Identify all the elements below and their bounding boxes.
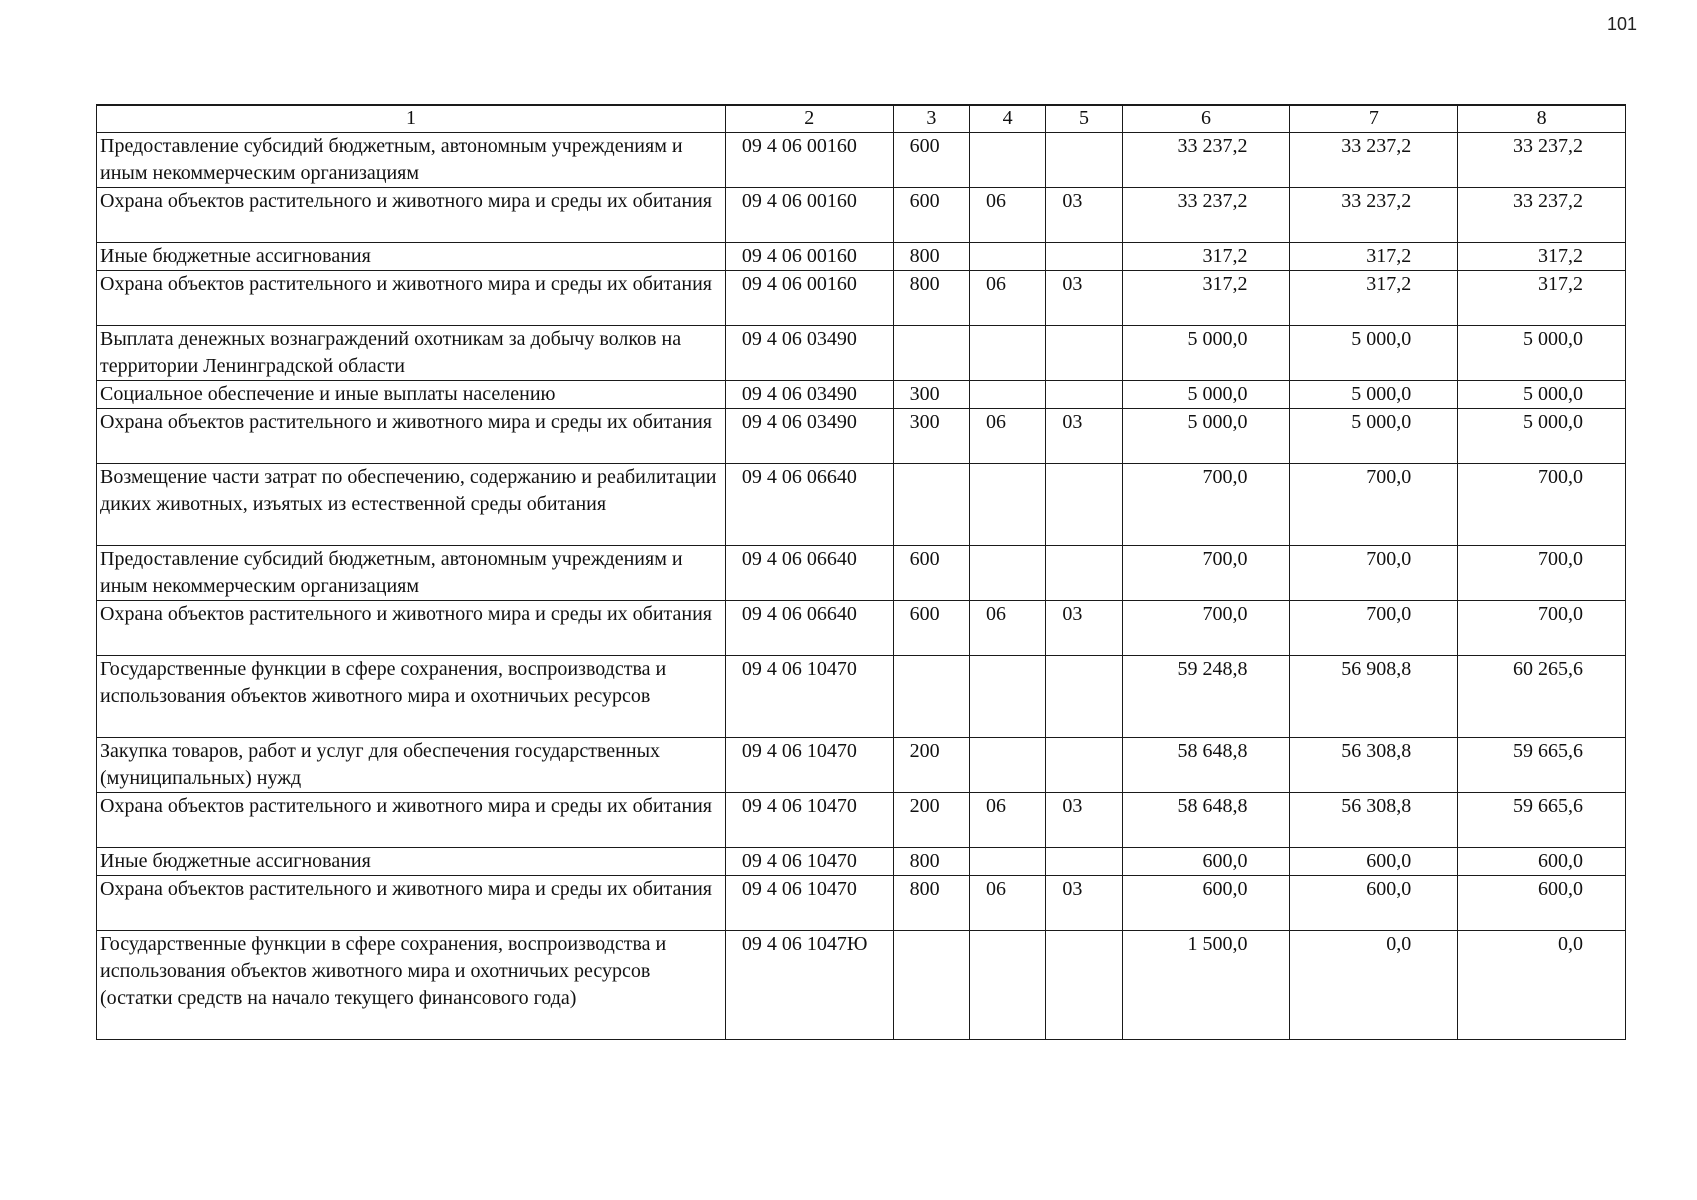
row-code: 09 4 06 06640 xyxy=(725,464,893,546)
table-row xyxy=(97,243,1626,271)
row-pr xyxy=(1046,931,1122,1040)
table-row xyxy=(97,409,1626,464)
row-pr: 03 xyxy=(1046,876,1122,931)
row-rz xyxy=(969,546,1045,601)
row-vr: 200 xyxy=(893,738,969,793)
row-sum-6: 700,0 xyxy=(1122,546,1290,601)
row-rz xyxy=(969,848,1045,876)
row-pr xyxy=(1046,133,1122,188)
row-vr xyxy=(893,326,969,381)
row-rz xyxy=(969,656,1045,738)
row-sum-7: 317,2 xyxy=(1290,243,1458,271)
row-sum-8: 60 265,6 xyxy=(1458,656,1626,738)
row-vr: 800 xyxy=(893,876,969,931)
table-row xyxy=(97,546,1626,601)
row-sum-8: 700,0 xyxy=(1458,546,1626,601)
row-sum-7: 700,0 xyxy=(1290,464,1458,546)
row-pr: 03 xyxy=(1046,409,1122,464)
row-code: 09 4 06 10470 xyxy=(725,876,893,931)
row-code: 09 4 06 10470 xyxy=(725,793,893,848)
row-name: Закупка товаров, работ и услуг для обеспечения государственных (муниципальных) нужд xyxy=(97,738,726,793)
row-rz xyxy=(969,133,1045,188)
row-sum-6: 600,0 xyxy=(1122,848,1290,876)
row-pr xyxy=(1046,656,1122,738)
table-row xyxy=(97,326,1626,381)
row-code: 09 4 06 10470 xyxy=(725,656,893,738)
row-sum-7: 600,0 xyxy=(1290,876,1458,931)
row-sum-7: 33 237,2 xyxy=(1290,133,1458,188)
row-sum-6: 33 237,2 xyxy=(1122,188,1290,243)
header-col-3: 3 xyxy=(893,105,969,133)
row-sum-7: 56 308,8 xyxy=(1290,738,1458,793)
header-row xyxy=(97,105,1626,133)
row-sum-8: 700,0 xyxy=(1458,464,1626,546)
row-pr xyxy=(1046,546,1122,601)
row-sum-6: 58 648,8 xyxy=(1122,793,1290,848)
row-rz xyxy=(969,326,1045,381)
row-vr: 800 xyxy=(893,243,969,271)
row-name: Иные бюджетные ассигнования xyxy=(97,243,726,271)
row-code: 09 4 06 10470 xyxy=(725,848,893,876)
table-row xyxy=(97,876,1626,931)
row-sum-8: 59 665,6 xyxy=(1458,793,1626,848)
row-pr xyxy=(1046,848,1122,876)
table-row xyxy=(97,601,1626,656)
row-name: Социальное обеспечение и иные выплаты населению xyxy=(97,381,726,409)
row-code: 09 4 06 00160 xyxy=(725,133,893,188)
row-sum-7: 700,0 xyxy=(1290,546,1458,601)
row-vr: 300 xyxy=(893,409,969,464)
row-sum-6: 33 237,2 xyxy=(1122,133,1290,188)
table-row xyxy=(97,464,1626,546)
row-pr: 03 xyxy=(1046,793,1122,848)
row-rz: 06 xyxy=(969,876,1045,931)
row-vr: 600 xyxy=(893,188,969,243)
row-rz: 06 xyxy=(969,409,1045,464)
row-rz: 06 xyxy=(969,271,1045,326)
table-row xyxy=(97,793,1626,848)
header-col-2: 2 xyxy=(725,105,893,133)
row-sum-8: 5 000,0 xyxy=(1458,409,1626,464)
row-sum-7: 600,0 xyxy=(1290,848,1458,876)
row-code: 09 4 06 00160 xyxy=(725,188,893,243)
table-row xyxy=(97,381,1626,409)
row-vr: 600 xyxy=(893,546,969,601)
header-col-5: 5 xyxy=(1046,105,1122,133)
row-sum-8: 59 665,6 xyxy=(1458,738,1626,793)
row-rz xyxy=(969,381,1045,409)
row-code: 09 4 06 03490 xyxy=(725,409,893,464)
row-sum-7: 33 237,2 xyxy=(1290,188,1458,243)
header-col-6: 6 xyxy=(1122,105,1290,133)
row-code: 09 4 06 06640 xyxy=(725,601,893,656)
row-code: 09 4 06 03490 xyxy=(725,381,893,409)
row-vr: 200 xyxy=(893,793,969,848)
row-code: 09 4 06 1047Ю xyxy=(725,931,893,1040)
row-sum-6: 317,2 xyxy=(1122,243,1290,271)
row-pr xyxy=(1046,243,1122,271)
table-row xyxy=(97,931,1626,1040)
row-sum-8: 600,0 xyxy=(1458,876,1626,931)
row-sum-6: 58 648,8 xyxy=(1122,738,1290,793)
row-sum-8: 317,2 xyxy=(1458,271,1626,326)
row-rz xyxy=(969,464,1045,546)
row-name: Охрана объектов растительного и животного мира и среды их обитания xyxy=(97,876,726,931)
row-name: Охрана объектов растительного и животного мира и среды их обитания xyxy=(97,601,726,656)
table-row xyxy=(97,133,1626,188)
row-pr: 03 xyxy=(1046,271,1122,326)
table-row xyxy=(97,738,1626,793)
row-name: Охрана объектов растительного и животного мира и среды их обитания xyxy=(97,793,726,848)
row-name: Возмещение части затрат по обеспечению, содержанию и реабилитации диких животных, изъятых из естественной среды обитания xyxy=(97,464,726,546)
budget-table xyxy=(96,104,1626,1040)
row-vr: 600 xyxy=(893,133,969,188)
row-sum-7: 317,2 xyxy=(1290,271,1458,326)
row-sum-8: 600,0 xyxy=(1458,848,1626,876)
row-sum-8: 33 237,2 xyxy=(1458,133,1626,188)
table-row xyxy=(97,656,1626,738)
row-sum-6: 1 500,0 xyxy=(1122,931,1290,1040)
header-col-4: 4 xyxy=(969,105,1045,133)
row-code: 09 4 06 00160 xyxy=(725,243,893,271)
row-name: Государственные функции в сфере сохранения, воспроизводства и использования объектов животного мира и охотничьих ресурсов (остатки средств на начало текущего финансового года) xyxy=(97,931,726,1040)
row-vr xyxy=(893,464,969,546)
table-row xyxy=(97,188,1626,243)
row-sum-7: 700,0 xyxy=(1290,601,1458,656)
row-vr xyxy=(893,656,969,738)
row-code: 09 4 06 06640 xyxy=(725,546,893,601)
row-sum-8: 0,0 xyxy=(1458,931,1626,1040)
row-code: 09 4 06 00160 xyxy=(725,271,893,326)
header-col-8: 8 xyxy=(1458,105,1626,133)
row-pr xyxy=(1046,738,1122,793)
row-rz: 06 xyxy=(969,188,1045,243)
row-code: 09 4 06 03490 xyxy=(725,326,893,381)
row-sum-7: 5 000,0 xyxy=(1290,326,1458,381)
row-sum-6: 5 000,0 xyxy=(1122,381,1290,409)
row-vr xyxy=(893,931,969,1040)
row-name: Охрана объектов растительного и животного мира и среды их обитания xyxy=(97,271,726,326)
row-sum-6: 700,0 xyxy=(1122,464,1290,546)
row-sum-6: 5 000,0 xyxy=(1122,326,1290,381)
header-col-1: 1 xyxy=(97,105,726,133)
row-vr: 800 xyxy=(893,271,969,326)
row-name: Предоставление субсидий бюджетным, автономным учреждениям и иным некоммерческим организациям xyxy=(97,133,726,188)
row-sum-7: 56 908,8 xyxy=(1290,656,1458,738)
row-rz: 06 xyxy=(969,793,1045,848)
row-sum-6: 317,2 xyxy=(1122,271,1290,326)
row-sum-7: 5 000,0 xyxy=(1290,409,1458,464)
row-rz xyxy=(969,738,1045,793)
row-sum-6: 59 248,8 xyxy=(1122,656,1290,738)
row-vr: 300 xyxy=(893,381,969,409)
page-number: 101 xyxy=(1606,14,1637,34)
row-sum-8: 317,2 xyxy=(1458,243,1626,271)
row-sum-6: 600,0 xyxy=(1122,876,1290,931)
row-sum-7: 56 308,8 xyxy=(1290,793,1458,848)
row-pr xyxy=(1046,464,1122,546)
row-name: Государственные функции в сфере сохранения, воспроизводства и использования объектов животного мира и охотничьих ресурсов xyxy=(97,656,726,738)
row-name: Предоставление субсидий бюджетным, автономным учреждениям и иным некоммерческим организациям xyxy=(97,546,726,601)
row-sum-7: 5 000,0 xyxy=(1290,381,1458,409)
row-sum-7: 0,0 xyxy=(1290,931,1458,1040)
row-sum-6: 700,0 xyxy=(1122,601,1290,656)
row-pr xyxy=(1046,381,1122,409)
row-rz xyxy=(969,931,1045,1040)
row-pr xyxy=(1046,326,1122,381)
row-vr: 800 xyxy=(893,848,969,876)
header-col-7: 7 xyxy=(1290,105,1458,133)
table-row xyxy=(97,271,1626,326)
row-code: 09 4 06 10470 xyxy=(725,738,893,793)
row-rz: 06 xyxy=(969,601,1045,656)
row-sum-8: 33 237,2 xyxy=(1458,188,1626,243)
table-row xyxy=(97,848,1626,876)
row-sum-8: 5 000,0 xyxy=(1458,381,1626,409)
row-pr: 03 xyxy=(1046,601,1122,656)
row-name: Охрана объектов растительного и животного мира и среды их обитания xyxy=(97,409,726,464)
row-rz xyxy=(969,243,1045,271)
row-pr: 03 xyxy=(1046,188,1122,243)
row-name: Иные бюджетные ассигнования xyxy=(97,848,726,876)
row-sum-8: 5 000,0 xyxy=(1458,326,1626,381)
row-sum-8: 700,0 xyxy=(1458,601,1626,656)
row-name: Охрана объектов растительного и животного мира и среды их обитания xyxy=(97,188,726,243)
row-sum-6: 5 000,0 xyxy=(1122,409,1290,464)
row-vr: 600 xyxy=(893,601,969,656)
row-name: Выплата денежных вознаграждений охотникам за добычу волков на территории Ленинградской области xyxy=(97,326,726,381)
